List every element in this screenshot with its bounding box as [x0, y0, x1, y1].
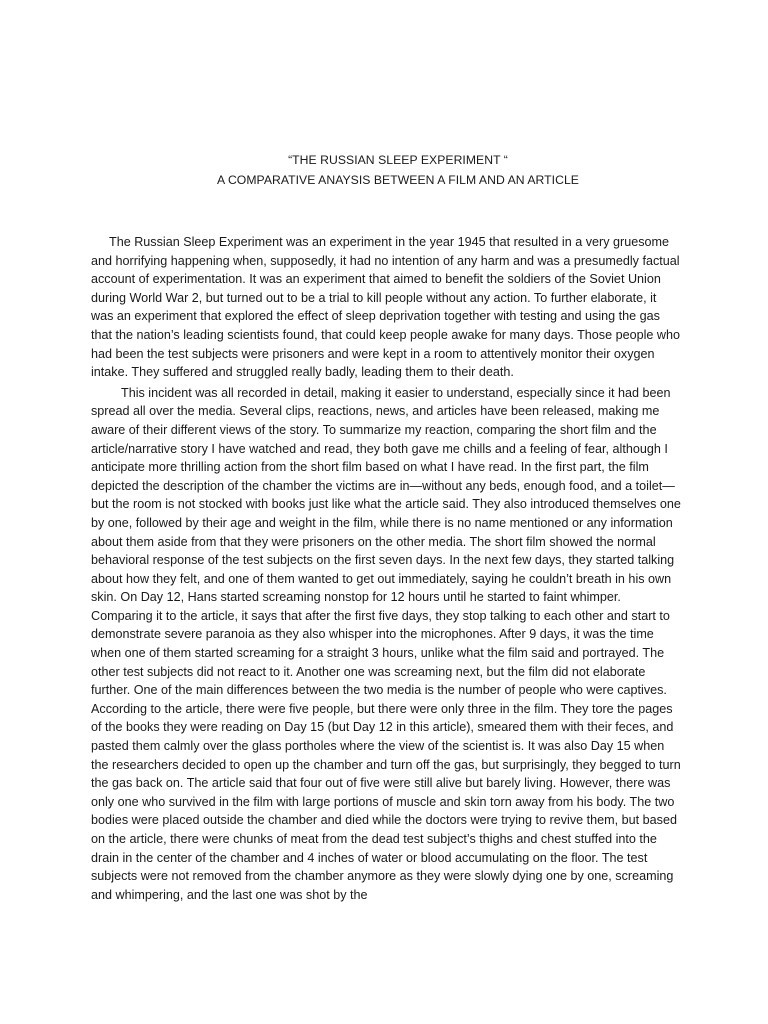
document-body [91, 233, 681, 904]
paragraph-2: This incident was all recorded in detail, making it easier to understand, especially since it had been spread all over the media. Several clips, reactions, news, and articles have been released, making me aware of their different views of the story. To summarize my reaction, comparing the short film and the article/narrative story I have watched and read, they both gave me chills and a feeling of fear, although I anticipate more thrilling action from the short film based on what I have read. In the first part, the film depicted the description of the chamber the victims are in—without any beds, enough food, and a toilet—but the room is not stocked with books just like what the article said. They also introduced themselves one by one, followed by their age and weight in the film, while there is no name mentioned or any information about them aside from that they were prisoners on the other media. The short film showed the normal behavioral response of the test subjects on the first seven days. In the next few days, they started talking about how they felt, and one of them wanted to get out immediately, saying he couldn’t breath in his own skin. On Day 12, Hans started screaming nonstop for 12 hours until he started to faint whimper. Comparing it to the article, it says that after the first five days, they stop talking to each other and start to demonstrate severe paranoia as they also whisper into the microphones. After 9 days, it was the time when one of them started screaming for a straight 3 hours, unlike what the film said and portrayed. The other test subjects did not react to it. Another one was screaming next, but the film did not elaborate further. One of the main differences between the two media is the number of people who were captives. According to the article, there were five people, but there were only three in the film. They tore the pages of the books they were reading on Day 15 (but Day 12 in this article), smeared them with their feces, and pasted them calmly over the glass portholes where the view of the scientist is. It was also Day 15 when the researchers decided to open up the chamber and turn off the gas, but surprisingly, they begged to turn the gas back on. The article said that four out of five were still alive but barely living. However, there was only one who survived in the film with large portions of muscle and skin torn away from his body. The two bodies were placed outside the chamber and died while the doctors were trying to revive them, but based on the article, there were chunks of meat from the dead test subject’s thighs and chest stuffed into the drain in the center of the chamber and 4 inches of water or blood accumulating on the floor. The test subjects were not removed from the chamber anymore as they were slowly dying one by one, screaming and whimpering, and the last one was shot by the [91, 385, 681, 902]
document-title [0, 150, 768, 190]
title-line-1: “THE RUSSIAN SLEEP EXPERIMENT “ [288, 153, 508, 167]
paragraph-1: The Russian Sleep Experiment was an experiment in the year 1945 that resulted in a very gruesome and horrifying happening when, supposedly, it had no intention of any harm and was a presumedly factual account of experimentation. It was an experiment that aimed to benefit the soldiers of the Soviet Union during World War 2, but turned out to be a trial to kill people without any action. To further elaborate, it was an experiment that explored the effect of sleep deprivation together with testing and using the gas that the nation’s leading scientists found, that could keep people awake for many days. Those people who had been the test subjects were prisoners and were kept in a room to attentively monitor their oxygen intake. They suffered and struggled really badly, leading them to their death. [91, 235, 681, 380]
title-line-2: A COMPARATIVE ANAYSIS BETWEEN A FILM AND AN ARTICLE [217, 173, 579, 187]
